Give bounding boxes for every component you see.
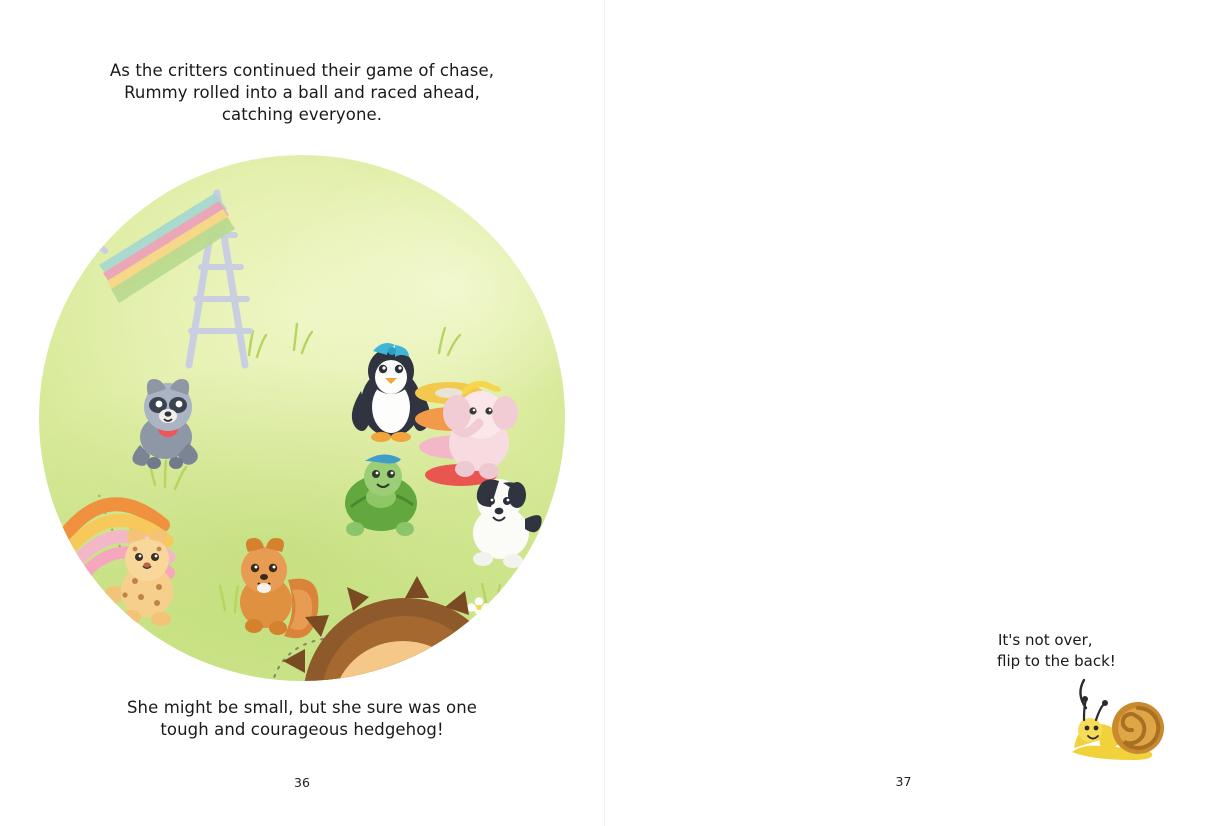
hedgehog-character bbox=[281, 576, 539, 681]
story-line-1: As the critters continued their game of chase, bbox=[109, 61, 495, 80]
playground-critters-illustration bbox=[39, 155, 565, 681]
climbing-frame bbox=[93, 193, 250, 365]
story-line-3: catching everyone. bbox=[221, 105, 383, 124]
snail-vectors bbox=[1070, 678, 1180, 768]
story-bottom-line-1: She might be small, but she sure was one bbox=[126, 698, 478, 717]
flip-note-line-2: flip to the back! bbox=[997, 652, 1116, 670]
snail-illustration bbox=[1070, 678, 1180, 768]
raccoon-character bbox=[132, 379, 197, 469]
flip-note-line-1: It's not over, bbox=[998, 631, 1093, 649]
flip-note bbox=[998, 630, 1148, 672]
page-number-right: 37 bbox=[895, 774, 912, 789]
story-line-2: Rummy rolled into a ball and raced ahead, bbox=[124, 83, 480, 102]
page-number-left: 36 bbox=[294, 775, 310, 790]
story-text-bottom bbox=[92, 697, 512, 741]
turtle-character bbox=[345, 454, 417, 536]
story-bottom-line-2: tough and courageous hedgehog! bbox=[160, 720, 444, 739]
story-text-top bbox=[92, 60, 512, 126]
squirrel-character bbox=[240, 538, 318, 638]
puppy-character bbox=[473, 479, 542, 568]
page-divider bbox=[604, 0, 605, 826]
illustration-vectors bbox=[39, 155, 565, 681]
